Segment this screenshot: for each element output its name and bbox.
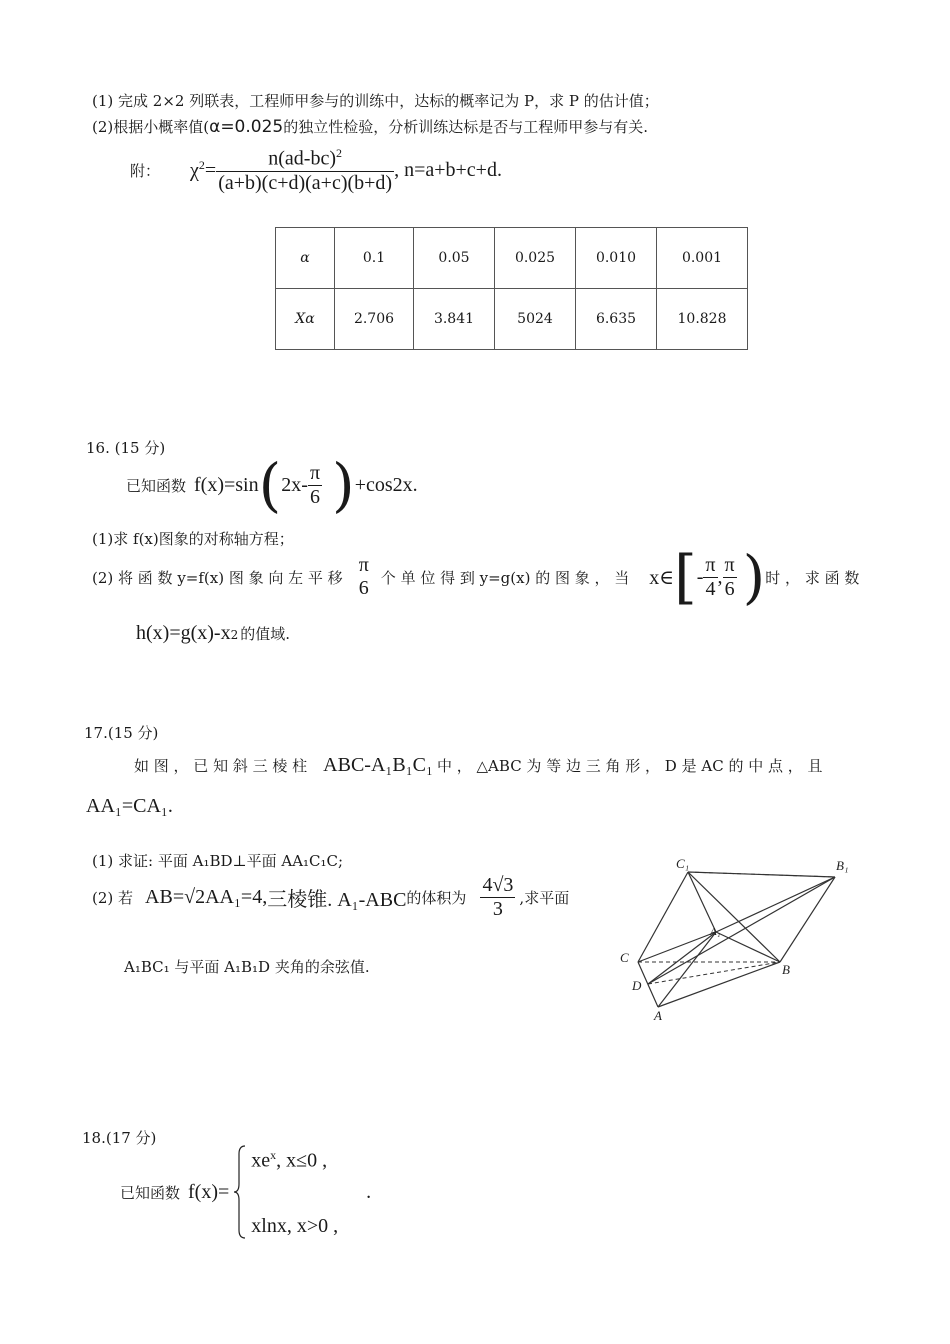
q18-given: 已知函数: [120, 1183, 181, 1202]
table-row: [276, 289, 748, 350]
chi-numerator: n(ad-bc): [268, 147, 336, 170]
piecewise-cases: [251, 1144, 338, 1240]
x-in: x∈: [649, 566, 675, 589]
pi-over-6-bound: $\frac{\pi}{6}$: [724, 553, 735, 600]
q15-part2-a: (2)根据小概率值(: [92, 118, 210, 136]
q15-alpha: α=0.025: [209, 117, 284, 137]
q17-ab: AB=√2AA₁=4,: [145, 886, 268, 908]
h-tail: 的值域.: [240, 625, 291, 643]
label-b1: B₁: [836, 858, 849, 873]
table-cell: 10.828: [657, 289, 748, 350]
chi-denominator: (a+b)(c+d)(a+c)(b+d): [218, 171, 393, 194]
edge-c1-a1: [688, 872, 716, 932]
case-2: xlnx, x>0 ,: [251, 1215, 339, 1237]
h-def: h(x)=g(x)-x: [136, 622, 231, 644]
table-cell: 0.010: [576, 228, 657, 289]
table-cell: 0.001: [657, 228, 748, 289]
piecewise-brace-icon: [233, 1144, 247, 1240]
q16-part2-c: 时 ， 求 函 数: [765, 568, 860, 587]
edge-c1-c: [638, 872, 688, 962]
q18-tail: .: [366, 1180, 372, 1203]
q17-part1: (1) 求证: 平面 A₁BD⊥平面 AA₁C₁C;: [92, 852, 344, 870]
label-b: B: [782, 962, 790, 977]
table-cell: 0.1: [335, 228, 414, 289]
shift-fraction: π 6: [358, 554, 369, 599]
q16-arg-lead: 2x-: [281, 473, 308, 496]
q17-part2: [92, 874, 569, 921]
q15-formula: 附： $\chi^2=$ $\frac{n(ad-bc)^2}{(a+b)(c+d)(a+c)(b+d)}$ , n=a+b+c+d.: [130, 146, 502, 194]
q16-h-function: h(x)=g(x)-x 2 的值域.: [136, 622, 291, 644]
q16-part2: (2) 将 函 数 y=f(x) 图 象 向 左 平 移 π 6 个 单 位 得 到 y=g(x) 的 图 象 ， 当 x∈ [ - $\frac{\pi}{4}$ , $\frac{\pi}{6}$ ) 时 ， 求 函 数: [92, 543, 860, 611]
prism-figure: [610, 850, 860, 1025]
label-c: C: [620, 950, 629, 965]
appendix-label: 附：: [130, 161, 161, 180]
table-cell: 2.706: [335, 289, 414, 350]
prism-name: ABC-A₁B₁C₁: [323, 754, 433, 776]
table-cell: 0.025: [495, 228, 576, 289]
q16-ftail: +cos2x.: [354, 473, 418, 496]
case-1: $xe^x$, x≤0 ,: [251, 1148, 328, 1172]
q16-function: 已知函数 f(x)=sin ( 2x- $\frac{\pi}{6}$ ) +cos2x.: [126, 451, 418, 519]
q18-function: [120, 1144, 371, 1240]
label-d: D: [632, 978, 642, 993]
q15-part1: (1) 完成 2×2 列联表，工程师甲参与的训练中，达标的概率记为 P，求 P 的估计值；: [92, 92, 659, 110]
table-cell: 5024: [495, 289, 576, 350]
label-a1: A₁: [710, 926, 721, 938]
q15-part2: [92, 116, 648, 137]
label-c1: C₁: [676, 856, 690, 871]
q17-title: 17.(15 分): [84, 724, 159, 742]
table-cell: 0.05: [414, 228, 495, 289]
q17-line1: [134, 754, 864, 777]
table-cell: Xα: [276, 289, 335, 350]
critical-value-table: [275, 227, 748, 350]
q17-pyramid: 三棱锥. A₁-ABC: [267, 889, 407, 911]
table-header-row: [276, 228, 748, 289]
chi-symbol: χ: [190, 159, 199, 182]
label-a: A: [654, 1008, 662, 1023]
q16-fdef: f(x)=sin: [194, 473, 259, 496]
q17-part2-d: ,求平面: [519, 889, 570, 907]
q16-given: 已知函数: [126, 476, 187, 495]
q17-part2-e: A₁BC₁ 与平面 A₁B₁D 夹角的余弦值.: [124, 958, 370, 976]
volume-fraction: $\frac{4√3}{3}$: [482, 874, 514, 920]
edge-a1-b: [716, 932, 780, 962]
pi-over-6-fraction: $\frac{\pi}{6}$: [309, 461, 321, 508]
q18-fdef: f(x)=: [188, 1180, 230, 1203]
q17-eq: AA₁=CA₁.: [86, 795, 173, 817]
q17-part2-a: (2) 若: [92, 889, 134, 907]
q16-title: 16. (15 分): [86, 439, 166, 457]
edge-a-b: [658, 962, 780, 1007]
q17-line1-b: 中 ， △ABC 为 等 边 三 角 形 ， D 是 AC 的 中 点 ， 且: [436, 757, 823, 775]
table-cell: α: [276, 228, 335, 289]
q16-part1: (1)求 f(x)图象的对称轴方程；: [92, 530, 294, 548]
chi-square-fraction: $\frac{n(ad-bc)^2}{(a+b)(c+d)(a+c)(b+d)}$: [218, 146, 393, 194]
table-cell: 6.635: [576, 289, 657, 350]
q17-part2-c: 的体积为: [406, 889, 467, 907]
q17-line1-a: 如 图 ， 已 知 斜 三 棱 柱: [134, 757, 308, 775]
table-cell: 3.841: [414, 289, 495, 350]
q16-part2-a: (2) 将 函 数 y=f(x) 图 象 向 左 平 移: [92, 568, 343, 587]
chi-formula-tail: , n=a+b+c+d.: [394, 158, 502, 181]
q18-title: 18.(17 分): [82, 1129, 157, 1147]
q15-part2-b: 的独立性检验，分析训练达标是否与工程师甲参与有关.: [283, 118, 649, 136]
pi-over-4-fraction: $\frac{\pi}{4}$: [705, 553, 716, 600]
q16-part2-b: 个 单 位 得 到 y=g(x) 的 图 象 ， 当: [380, 568, 630, 587]
